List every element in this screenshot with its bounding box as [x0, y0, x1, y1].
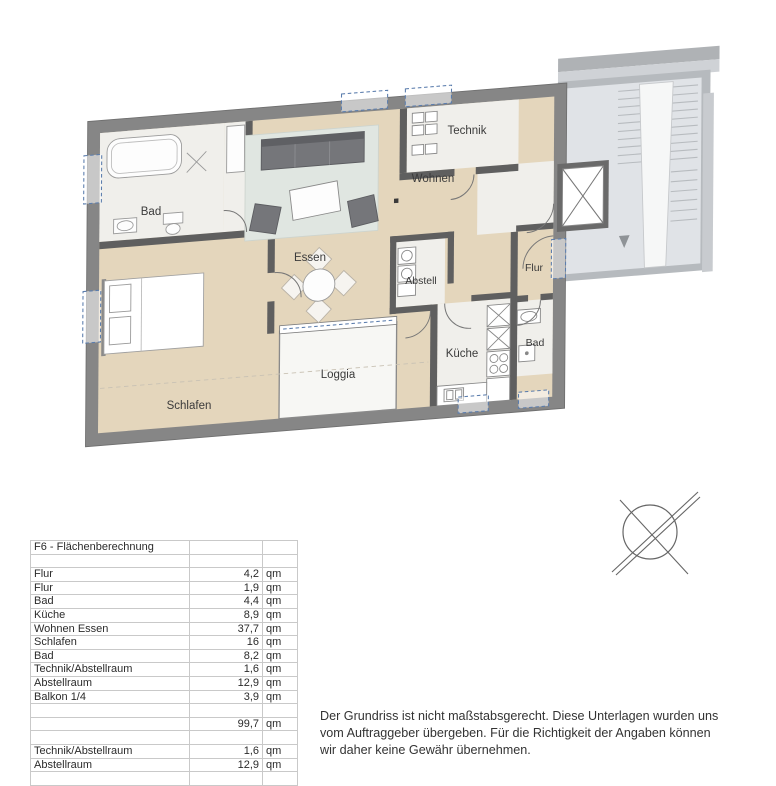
- row-label: [31, 731, 190, 745]
- table-row: [31, 608, 298, 622]
- row-unit: qm: [263, 690, 298, 704]
- row-unit: qm: [263, 744, 298, 758]
- schlafen-bed: [101, 271, 204, 356]
- row-unit: qm: [263, 636, 298, 650]
- row-value: 4,2: [190, 568, 263, 582]
- table-row: [31, 758, 298, 772]
- label-essen: Essen: [294, 252, 326, 264]
- row-value: [190, 772, 263, 786]
- table-row: [31, 595, 298, 609]
- row-value: 8,9: [190, 608, 263, 622]
- row-value: 4,4: [190, 595, 263, 609]
- row-unit: qm: [263, 663, 298, 677]
- disclaimer-line-2: vom Auftraggeber übergeben. Für die Richtigkeit der Angaben können: [320, 725, 772, 742]
- table-row: [31, 581, 298, 595]
- plan-geometry: [82, 46, 720, 447]
- row-label: Flur: [31, 581, 190, 595]
- row-value: 8,2: [190, 649, 263, 663]
- label-bad1: Bad: [141, 206, 161, 218]
- table-row: [31, 772, 298, 786]
- label-bad2: Bad: [526, 337, 545, 349]
- row-label: Küche: [31, 608, 190, 622]
- row-label: [31, 704, 190, 718]
- row-value: 99,7: [190, 717, 263, 731]
- row-value: [190, 731, 263, 745]
- table-row: [31, 690, 298, 704]
- area-table: [30, 540, 298, 786]
- row-label: Bad: [31, 595, 190, 609]
- disclaimer-text: [320, 708, 772, 759]
- label-loggia: Loggia: [321, 369, 356, 381]
- annex-side-wall: [702, 93, 714, 273]
- table-row: [31, 636, 298, 650]
- row-unit: qm: [263, 717, 298, 731]
- row-unit: qm: [263, 676, 298, 690]
- row-value: 16: [190, 636, 263, 650]
- row-unit: qm: [263, 649, 298, 663]
- table-row: [31, 541, 298, 555]
- armchair: [249, 204, 281, 234]
- row-unit: [263, 731, 298, 745]
- row-label: F6 - Flächenberechnung: [31, 541, 190, 555]
- row-label: Bad: [31, 649, 190, 663]
- table-row: [31, 663, 298, 677]
- table-row: [31, 717, 298, 731]
- row-label: Balkon 1/4: [31, 690, 190, 704]
- table-row: [31, 731, 298, 745]
- row-unit: [263, 772, 298, 786]
- elevator: [557, 160, 609, 232]
- table-row: [31, 649, 298, 663]
- label-abstell: Abstell: [405, 275, 437, 287]
- table-row: [31, 704, 298, 718]
- wohnen-furniture: [245, 123, 399, 241]
- row-unit: qm: [263, 595, 298, 609]
- row-value: 37,7: [190, 622, 263, 636]
- label-flur: Flur: [525, 262, 544, 274]
- disclaimer-line-1: Der Grundriss ist nicht maßstabsgerecht. Diese Unterlagen wurden uns: [320, 708, 772, 725]
- table-row: [31, 676, 298, 690]
- row-unit: qm: [263, 622, 298, 636]
- row-value: 3,9: [190, 690, 263, 704]
- row-label: Flur: [31, 568, 190, 582]
- row-value: 12,9: [190, 758, 263, 772]
- table-row: [31, 622, 298, 636]
- row-label: [31, 554, 190, 568]
- disclaimer-line-3: wir daher keine Gewähr übernehmen.: [320, 742, 772, 759]
- row-label: Technik/Abstellraum: [31, 663, 190, 677]
- column-dot: [394, 198, 398, 203]
- abstell-appliances: [398, 247, 416, 297]
- area-table-body: [31, 541, 298, 786]
- row-value: [190, 704, 263, 718]
- row-unit: [263, 541, 298, 555]
- table-row: [31, 554, 298, 568]
- row-value: 1,9: [190, 581, 263, 595]
- row-label: [31, 717, 190, 731]
- row-value: 12,9: [190, 676, 263, 690]
- label-wohnen: Wohnen: [412, 173, 455, 185]
- north-arrow-icon: [594, 476, 710, 588]
- row-label: Wohnen Essen: [31, 622, 190, 636]
- row-label: [31, 772, 190, 786]
- row-unit: qm: [263, 608, 298, 622]
- row-unit: qm: [263, 568, 298, 582]
- row-unit: [263, 704, 298, 718]
- row-label: Abstellraum: [31, 676, 190, 690]
- label-kueche: Küche: [446, 348, 479, 360]
- row-value: [190, 541, 263, 555]
- table-row: [31, 744, 298, 758]
- row-unit: qm: [263, 758, 298, 772]
- row-label: Technik/Abstellraum: [31, 744, 190, 758]
- label-schlafen: Schlafen: [167, 400, 212, 412]
- row-unit: [263, 554, 298, 568]
- row-value: 1,6: [190, 744, 263, 758]
- row-value: 1,6: [190, 663, 263, 677]
- table-row: [31, 568, 298, 582]
- row-label: Abstellraum: [31, 758, 190, 772]
- row-value: [190, 554, 263, 568]
- row-unit: qm: [263, 581, 298, 595]
- row-label: Schlafen: [31, 636, 190, 650]
- label-technik: Technik: [448, 125, 487, 137]
